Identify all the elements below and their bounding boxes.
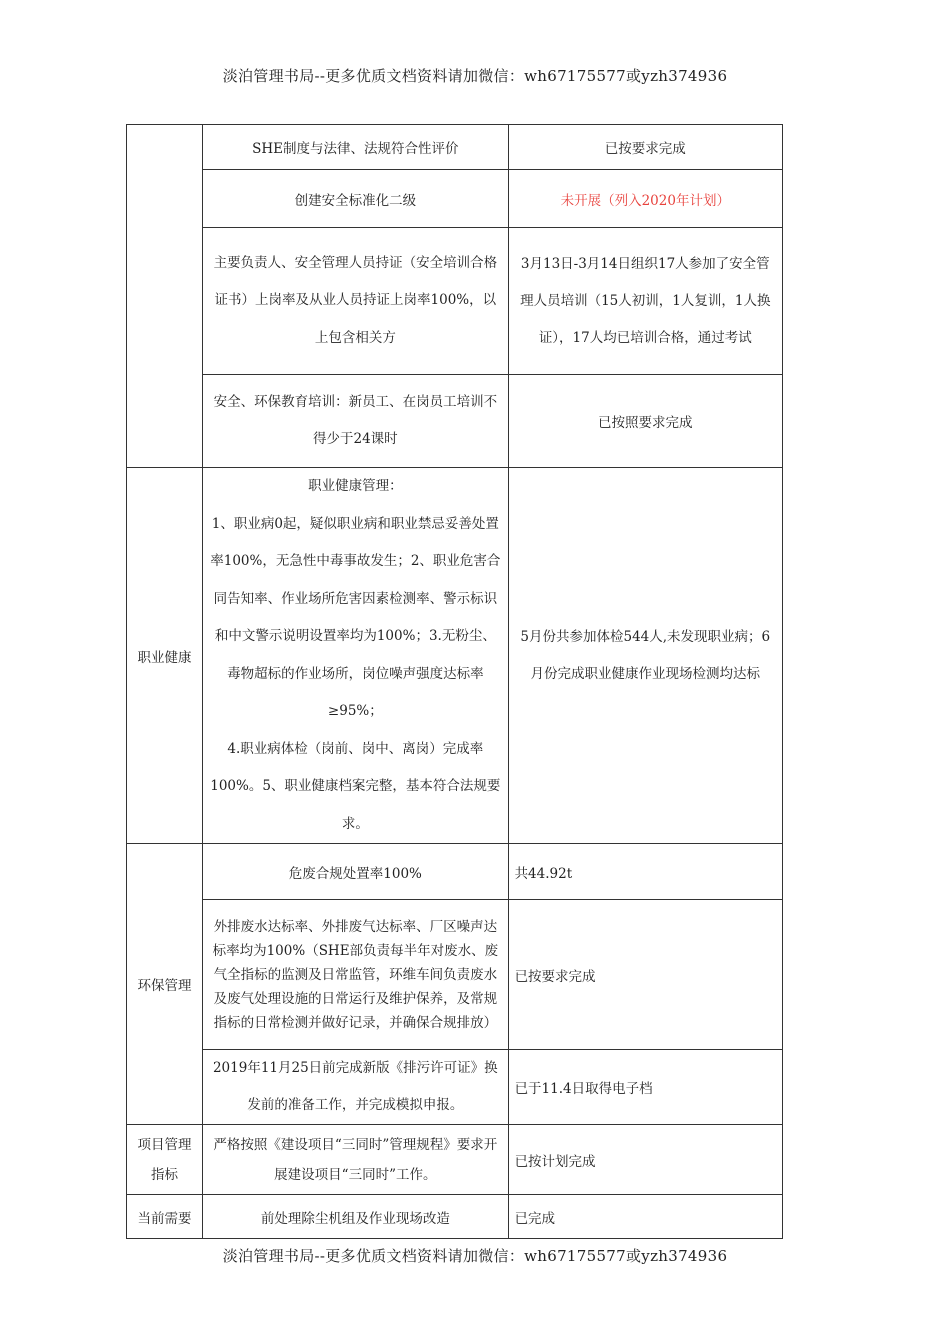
status-cell: 已按要求完成 [508,125,782,170]
status-cell: 已按照要求完成 [508,375,782,468]
category-cell: 当前需要 [127,1195,203,1239]
table-row [127,1050,783,1125]
table-row [127,1195,783,1239]
table-row [127,844,783,900]
status-cell: 3月13日-3月14日组织17人参加了安全管理人员培训（15人初训，1人复训，1人换证），17人均已培训合格，通过考试 [508,228,782,375]
table-row [127,228,783,375]
status-cell: 已完成 [508,1195,782,1239]
item-cell: 前处理除尘机组及作业现场改造 [203,1195,508,1239]
page-footer: 淡泊管理书局--更多优质文档资料请加微信：wh67175577或yzh374936 [222,1247,728,1265]
table-row [127,1125,783,1195]
item-cell: 主要负责人、安全管理人员持证（安全培训合格证书）上岗率及从业人员持证上岗率100%，以上包含相关方 [203,228,508,375]
status-cell: 5月份共参加体检544人,未发现职业病；6月份完成职业健康作业现场检测均达标 [508,468,782,844]
item-cell [203,468,508,844]
table-row [127,125,783,170]
category-cell: 环保管理 [127,844,203,1125]
item-cell: 严格按照《建设项目“三同时”管理规程》要求开展建设项目“三同时”工作。 [203,1125,508,1195]
table-row [127,468,783,844]
status-cell: 已于11.4日取得电子档 [508,1050,782,1125]
item-cell: 2019年11月25日前完成新版《排污许可证》换发前的准备工作，并完成模拟申报。 [203,1050,508,1125]
status-cell: 已按要求完成 [508,900,782,1050]
item-title: 职业健康管理： [308,478,403,494]
item-cell: SHE制度与法律、法规符合性评价 [203,125,508,170]
status-cell-pending: 未开展（列入2020年计划） [508,170,782,228]
status-cell: 共44.92t [508,844,782,900]
kpi-table [126,124,783,1239]
item-cell: 安全、环保教育培训：新员工、在岗员工培训不得少于24课时 [203,375,508,468]
category-cell-empty [127,125,203,468]
table-row [127,900,783,1050]
page-header: 淡泊管理书局--更多优质文档资料请加微信：wh67175577或yzh374936 [222,67,728,85]
category-cell: 职业健康 [127,468,203,844]
item-cell: 创建安全标准化二级 [203,170,508,228]
category-cell: 项目管理指标 [127,1125,203,1195]
table-row [127,375,783,468]
table-row [127,170,783,228]
status-cell: 已按计划完成 [508,1125,782,1195]
item-body: 1、职业病0起，疑似职业病和职业禁忌妥善处置率100%，无急性中毒事故发生；2、职业危害合同告知率、作业场所危害因素检测率、警示标识和中文警示说明设置率均为100%；3.无粉尘、毒物超标的作业场所，岗位噪声强度达标率≥95%； [210,515,501,719]
item-body-2: 4.职业病体检（岗前、岗中、离岗）完成率100%。5、职业健康档案完整，基本符合法规要求。 [210,740,501,832]
item-cell: 外排废水达标率、外排废气达标率、厂区噪声达标率均为100%（SHE部负责每半年对废水、废气全指标的监测及日常监管，环维车间负责废水及废气处理设施的日常运行及维护保养，及常规指标的日常检测并做好记录，并确保合规排放） [203,900,508,1050]
item-cell: 危废合规处置率100% [203,844,508,900]
